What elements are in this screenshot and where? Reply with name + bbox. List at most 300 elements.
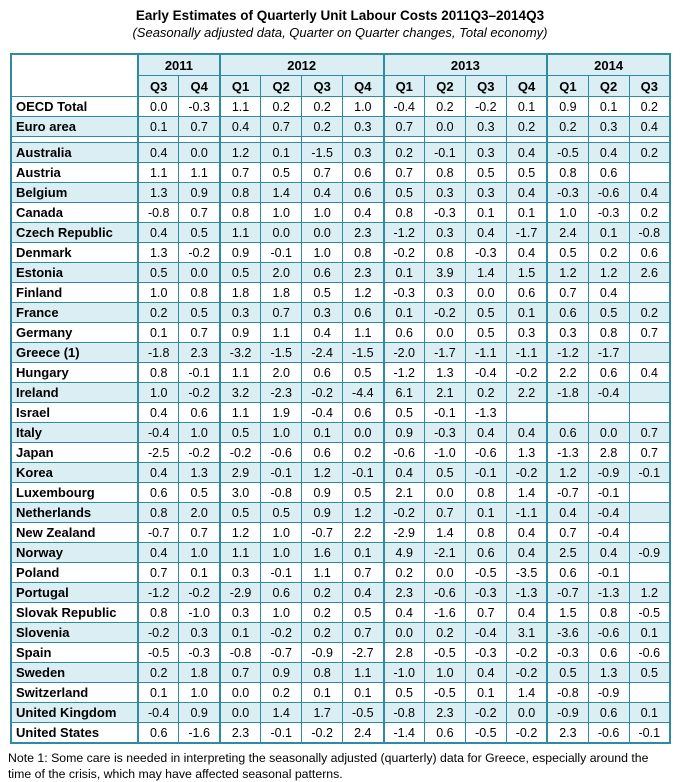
cell-value: 2.2 bbox=[343, 523, 384, 543]
cell-value: 0.1 bbox=[465, 503, 506, 523]
cell-value: 0.8 bbox=[138, 603, 179, 623]
cell-value: -0.4 bbox=[588, 503, 629, 523]
cell-value: 2.3 bbox=[343, 263, 384, 283]
cell-value: 0.4 bbox=[506, 183, 547, 203]
row-label: Slovak Republic bbox=[11, 603, 138, 623]
cell-value: 0.6 bbox=[547, 563, 588, 583]
table-row bbox=[11, 663, 670, 683]
cell-value: 0.9 bbox=[179, 703, 220, 723]
quarter-header: Q2 bbox=[424, 76, 465, 97]
cell-value: 0.2 bbox=[629, 143, 670, 163]
cell-value: 1.1 bbox=[343, 323, 384, 343]
row-label: United Kingdom bbox=[11, 703, 138, 723]
cell-value: -3.2 bbox=[220, 343, 261, 363]
cell-value: 1.0 bbox=[261, 523, 302, 543]
cell-value: -1.7 bbox=[424, 343, 465, 363]
cell-value: -0.1 bbox=[179, 363, 220, 383]
row-label: Germany bbox=[11, 323, 138, 343]
cell-value: 0.8 bbox=[547, 163, 588, 183]
year-header-row bbox=[11, 54, 670, 76]
cell-value: 0.5 bbox=[465, 303, 506, 323]
cell-value: 0.9 bbox=[179, 183, 220, 203]
cell-value: 1.0 bbox=[547, 203, 588, 223]
cell-value: 0.8 bbox=[138, 503, 179, 523]
cell-value: 6.1 bbox=[384, 383, 425, 403]
cell-value: 0.2 bbox=[343, 443, 384, 463]
cell-value: -0.6 bbox=[384, 443, 425, 463]
table-row bbox=[11, 203, 670, 223]
cell-value: 0.5 bbox=[465, 323, 506, 343]
cell-value: 0.1 bbox=[138, 323, 179, 343]
cell-value: 0.7 bbox=[465, 603, 506, 623]
cell-value: 0.3 bbox=[179, 623, 220, 643]
cell-value: 0.0 bbox=[384, 623, 425, 643]
cell-value: 0.0 bbox=[302, 223, 343, 243]
cell-value: -0.3 bbox=[424, 203, 465, 223]
cell-value: -2.5 bbox=[138, 443, 179, 463]
table-row bbox=[11, 563, 670, 583]
row-label: Greece (1) bbox=[11, 343, 138, 363]
cell-value: 3.0 bbox=[220, 483, 261, 503]
cell-value: 0.2 bbox=[506, 117, 547, 137]
cell-value: 0.2 bbox=[629, 303, 670, 323]
cell-value: 2.6 bbox=[629, 263, 670, 283]
cell-value: 0.5 bbox=[465, 163, 506, 183]
cell-value: -0.7 bbox=[547, 583, 588, 603]
cell-value bbox=[629, 483, 670, 503]
cell-value: 1.4 bbox=[465, 263, 506, 283]
cell-value: 0.7 bbox=[179, 523, 220, 543]
row-label: Portugal bbox=[11, 583, 138, 603]
cell-value: -0.2 bbox=[506, 363, 547, 383]
cell-value: 0.2 bbox=[261, 683, 302, 703]
table-row bbox=[11, 683, 670, 703]
cell-value: 2.3 bbox=[424, 703, 465, 723]
cell-value: -0.5 bbox=[629, 603, 670, 623]
cell-value: 2.1 bbox=[384, 483, 425, 503]
cell-value: 0.6 bbox=[384, 323, 425, 343]
cell-value bbox=[629, 503, 670, 523]
cell-value: 0.4 bbox=[465, 663, 506, 683]
cell-value: 0.6 bbox=[343, 303, 384, 323]
cell-value: -0.4 bbox=[302, 403, 343, 423]
cell-value: -0.4 bbox=[465, 623, 506, 643]
row-label: Hungary bbox=[11, 363, 138, 383]
table-row bbox=[11, 223, 670, 243]
cell-value: 0.7 bbox=[384, 117, 425, 137]
cell-value: -0.2 bbox=[506, 463, 547, 483]
cell-value: 0.5 bbox=[547, 663, 588, 683]
cell-value: 0.6 bbox=[343, 163, 384, 183]
cell-value: -0.7 bbox=[138, 523, 179, 543]
cell-value: 1.8 bbox=[261, 283, 302, 303]
table-row bbox=[11, 423, 670, 443]
cell-value: 0.2 bbox=[261, 97, 302, 117]
page-subtitle: (Seasonally adjusted data, Quarter on Quarter changes, Total economy) bbox=[132, 25, 548, 40]
cell-value: -0.1 bbox=[588, 483, 629, 503]
quarter-header: Q1 bbox=[547, 76, 588, 97]
cell-value: -0.8 bbox=[220, 643, 261, 663]
cell-value: -1.8 bbox=[138, 343, 179, 363]
cell-value: 0.3 bbox=[424, 223, 465, 243]
cell-value: 0.2 bbox=[547, 117, 588, 137]
cell-value: -0.3 bbox=[547, 643, 588, 663]
cell-value: 2.3 bbox=[547, 723, 588, 744]
row-label: Italy bbox=[11, 423, 138, 443]
cell-value: -0.3 bbox=[424, 423, 465, 443]
cell-value: 0.6 bbox=[588, 643, 629, 663]
cell-value: 0.1 bbox=[138, 683, 179, 703]
cell-value: -0.1 bbox=[588, 563, 629, 583]
cell-value: 1.1 bbox=[179, 163, 220, 183]
cell-value bbox=[588, 403, 629, 423]
cell-value: 0.2 bbox=[465, 383, 506, 403]
row-label: New Zealand bbox=[11, 523, 138, 543]
cell-value bbox=[506, 403, 547, 423]
cell-value: -0.3 bbox=[588, 203, 629, 223]
cell-value: 4.9 bbox=[384, 543, 425, 563]
cell-value: 0.2 bbox=[424, 623, 465, 643]
cell-value: 0.5 bbox=[588, 303, 629, 323]
row-label: Austria bbox=[11, 163, 138, 183]
cell-value: 1.0 bbox=[424, 663, 465, 683]
row-label: Ireland bbox=[11, 383, 138, 403]
row-label: Canada bbox=[11, 203, 138, 223]
cell-value: -0.2 bbox=[384, 503, 425, 523]
cell-value: -0.1 bbox=[261, 243, 302, 263]
cell-value: 0.6 bbox=[588, 363, 629, 383]
cell-value: 0.8 bbox=[138, 363, 179, 383]
cell-value: 0.4 bbox=[588, 143, 629, 163]
cell-value: 0.7 bbox=[384, 163, 425, 183]
cell-value: 0.0 bbox=[424, 563, 465, 583]
cell-value: 1.0 bbox=[138, 383, 179, 403]
row-label: Czech Republic bbox=[11, 223, 138, 243]
table-row bbox=[11, 483, 670, 503]
cell-value: 0.1 bbox=[465, 683, 506, 703]
cell-value: 0.3 bbox=[547, 323, 588, 343]
cell-value: 0.7 bbox=[179, 117, 220, 137]
quarter-header: Q1 bbox=[220, 76, 261, 97]
cell-value: -0.5 bbox=[138, 643, 179, 663]
cell-value: 0.4 bbox=[138, 463, 179, 483]
cell-value: 0.5 bbox=[547, 243, 588, 263]
cell-value: -0.5 bbox=[547, 143, 588, 163]
cell-value: 0.8 bbox=[424, 243, 465, 263]
cell-value bbox=[547, 403, 588, 423]
cell-value: -0.3 bbox=[547, 183, 588, 203]
cell-value: 0.2 bbox=[629, 203, 670, 223]
cell-value: 2.0 bbox=[261, 363, 302, 383]
cell-value: 2.5 bbox=[547, 543, 588, 563]
cell-value: 0.2 bbox=[302, 97, 343, 117]
cell-value: 3.1 bbox=[506, 623, 547, 643]
cell-value: -0.6 bbox=[465, 443, 506, 463]
cell-value: 0.1 bbox=[629, 703, 670, 723]
year-header: 2013 bbox=[384, 54, 548, 76]
cell-value: 0.4 bbox=[588, 283, 629, 303]
cell-value: 0.8 bbox=[384, 203, 425, 223]
cell-value: -0.2 bbox=[465, 97, 506, 117]
cell-value: 0.5 bbox=[138, 263, 179, 283]
cell-value: 1.0 bbox=[261, 203, 302, 223]
cell-value: 0.1 bbox=[506, 303, 547, 323]
cell-value: 0.7 bbox=[302, 163, 343, 183]
cell-value: 0.5 bbox=[343, 363, 384, 383]
cell-value: 0.4 bbox=[506, 603, 547, 623]
cell-value: -1.4 bbox=[384, 723, 425, 744]
table-corner-cell bbox=[11, 54, 138, 97]
cell-value: 0.5 bbox=[261, 503, 302, 523]
cell-value: 0.1 bbox=[465, 203, 506, 223]
page-title: Early Estimates of Quarterly Unit Labour Costs 2011Q3–2014Q3 bbox=[135, 8, 545, 23]
quarter-header: Q3 bbox=[629, 76, 670, 97]
cell-value: 0.7 bbox=[424, 503, 465, 523]
cell-value: 0.6 bbox=[302, 363, 343, 383]
row-label: Israel bbox=[11, 403, 138, 423]
table-row bbox=[11, 363, 670, 383]
cell-value: 1.3 bbox=[424, 363, 465, 383]
cell-value: 0.4 bbox=[384, 603, 425, 623]
cell-value: 3.2 bbox=[220, 383, 261, 403]
cell-value: 0.2 bbox=[138, 303, 179, 323]
cell-value: 1.0 bbox=[179, 423, 220, 443]
cell-value: 2.9 bbox=[220, 463, 261, 483]
cell-value: -0.2 bbox=[179, 383, 220, 403]
cell-value: 0.4 bbox=[629, 117, 670, 137]
cell-value: -0.9 bbox=[629, 543, 670, 563]
cell-value: 1.3 bbox=[588, 663, 629, 683]
cell-value: 1.1 bbox=[220, 543, 261, 563]
cell-value: 0.7 bbox=[547, 523, 588, 543]
unit-labour-costs-table bbox=[10, 53, 671, 744]
cell-value: -0.4 bbox=[588, 523, 629, 543]
cell-value: 2.2 bbox=[547, 363, 588, 383]
row-label: Sweden bbox=[11, 663, 138, 683]
cell-value: 2.3 bbox=[343, 223, 384, 243]
cell-value: 0.0 bbox=[220, 703, 261, 723]
cell-value: 0.6 bbox=[588, 703, 629, 723]
cell-value: 1.0 bbox=[302, 203, 343, 223]
document-page bbox=[0, 7, 680, 782]
cell-value: 1.2 bbox=[343, 283, 384, 303]
cell-value: 0.5 bbox=[506, 163, 547, 183]
cell-value: -0.3 bbox=[465, 643, 506, 663]
cell-value: 1.7 bbox=[302, 703, 343, 723]
cell-value: -1.2 bbox=[547, 343, 588, 363]
cell-value: 0.6 bbox=[179, 403, 220, 423]
cell-value: 0.8 bbox=[588, 603, 629, 623]
cell-value: -0.1 bbox=[629, 463, 670, 483]
row-label: Japan bbox=[11, 443, 138, 463]
cell-value: 1.6 bbox=[302, 543, 343, 563]
cell-value: 0.5 bbox=[179, 223, 220, 243]
cell-value: -0.3 bbox=[179, 643, 220, 663]
cell-value: 0.3 bbox=[465, 183, 506, 203]
cell-value: 2.4 bbox=[343, 723, 384, 744]
table-row bbox=[11, 523, 670, 543]
table-row bbox=[11, 163, 670, 183]
cell-value: -0.2 bbox=[261, 623, 302, 643]
cell-value: 0.4 bbox=[506, 143, 547, 163]
cell-value: 0.2 bbox=[302, 623, 343, 643]
cell-value: 0.0 bbox=[343, 423, 384, 443]
cell-value: 0.8 bbox=[220, 183, 261, 203]
quarter-header: Q4 bbox=[343, 76, 384, 97]
cell-value: -0.2 bbox=[506, 663, 547, 683]
cell-value: 1.3 bbox=[138, 243, 179, 263]
cell-value: 0.6 bbox=[343, 403, 384, 423]
quarter-header: Q3 bbox=[302, 76, 343, 97]
cell-value: 0.6 bbox=[629, 243, 670, 263]
cell-value: 0.1 bbox=[261, 143, 302, 163]
cell-value bbox=[629, 163, 670, 183]
cell-value: -0.1 bbox=[629, 723, 670, 744]
cell-value: 0.5 bbox=[384, 403, 425, 423]
cell-value bbox=[629, 523, 670, 543]
year-header: 2011 bbox=[138, 54, 220, 76]
table-row bbox=[11, 703, 670, 723]
cell-value: 0.0 bbox=[424, 117, 465, 137]
quarter-header: Q1 bbox=[384, 76, 425, 97]
cell-value: 1.0 bbox=[302, 243, 343, 263]
cell-value: 0.9 bbox=[220, 243, 261, 263]
cell-value: 0.6 bbox=[547, 423, 588, 443]
cell-value: 0.4 bbox=[506, 523, 547, 543]
row-label: Korea bbox=[11, 463, 138, 483]
cell-value: -1.3 bbox=[506, 583, 547, 603]
cell-value: 2.3 bbox=[384, 583, 425, 603]
table-row bbox=[11, 643, 670, 663]
table-body bbox=[11, 97, 670, 744]
cell-value: 1.2 bbox=[302, 463, 343, 483]
cell-value: 1.0 bbox=[179, 683, 220, 703]
cell-value: -0.5 bbox=[424, 683, 465, 703]
cell-value: -0.5 bbox=[465, 563, 506, 583]
cell-value: 1.8 bbox=[179, 663, 220, 683]
cell-value: 0.1 bbox=[506, 97, 547, 117]
cell-value: -0.7 bbox=[261, 643, 302, 663]
cell-value: 0.0 bbox=[220, 683, 261, 703]
row-label: Norway bbox=[11, 543, 138, 563]
cell-value: 1.1 bbox=[138, 163, 179, 183]
cell-value: 0.7 bbox=[547, 283, 588, 303]
cell-value: 0.7 bbox=[138, 563, 179, 583]
table-row bbox=[11, 323, 670, 343]
cell-value: 0.1 bbox=[220, 623, 261, 643]
cell-value: 0.9 bbox=[302, 483, 343, 503]
cell-value: -0.2 bbox=[179, 443, 220, 463]
cell-value: 0.5 bbox=[179, 483, 220, 503]
cell-value: -0.5 bbox=[465, 723, 506, 744]
cell-value: 1.8 bbox=[220, 283, 261, 303]
cell-value: -1.5 bbox=[261, 343, 302, 363]
cell-value: 0.1 bbox=[343, 683, 384, 703]
cell-value: -0.3 bbox=[465, 583, 506, 603]
cell-value: -0.6 bbox=[588, 183, 629, 203]
cell-value: 2.4 bbox=[547, 223, 588, 243]
table-row bbox=[11, 403, 670, 423]
cell-value: 0.1 bbox=[629, 623, 670, 643]
year-header: 2012 bbox=[220, 54, 384, 76]
cell-value: 0.2 bbox=[629, 97, 670, 117]
cell-value: 0.7 bbox=[629, 443, 670, 463]
cell-value: 0.7 bbox=[179, 203, 220, 223]
row-label: Finland bbox=[11, 283, 138, 303]
cell-value: 0.6 bbox=[343, 183, 384, 203]
cell-value: 0.9 bbox=[384, 423, 425, 443]
cell-value: -0.9 bbox=[588, 463, 629, 483]
cell-value: 0.4 bbox=[138, 143, 179, 163]
cell-value: -0.1 bbox=[261, 563, 302, 583]
cell-value: -0.2 bbox=[506, 643, 547, 663]
cell-value: 2.3 bbox=[220, 723, 261, 744]
cell-value: 2.2 bbox=[506, 383, 547, 403]
quarter-header: Q3 bbox=[465, 76, 506, 97]
cell-value: 0.2 bbox=[302, 117, 343, 137]
cell-value: 0.6 bbox=[302, 443, 343, 463]
cell-value: 0.5 bbox=[302, 283, 343, 303]
cell-value: 0.0 bbox=[465, 283, 506, 303]
cell-value: -1.7 bbox=[588, 343, 629, 363]
cell-value: -0.2 bbox=[302, 723, 343, 744]
cell-value: 0.0 bbox=[179, 143, 220, 163]
cell-value: -0.7 bbox=[547, 483, 588, 503]
cell-value: 1.5 bbox=[506, 263, 547, 283]
cell-value: -0.3 bbox=[179, 97, 220, 117]
cell-value: 1.2 bbox=[588, 263, 629, 283]
cell-value: 0.3 bbox=[220, 603, 261, 623]
cell-value: -0.1 bbox=[424, 403, 465, 423]
cell-value: 0.4 bbox=[302, 183, 343, 203]
cell-value: -0.6 bbox=[588, 723, 629, 744]
cell-value: 0.0 bbox=[424, 483, 465, 503]
cell-value: -1.6 bbox=[179, 723, 220, 744]
cell-value: 1.4 bbox=[424, 523, 465, 543]
cell-value: -1.2 bbox=[384, 223, 425, 243]
cell-value: 0.3 bbox=[506, 323, 547, 343]
cell-value: -1.7 bbox=[506, 223, 547, 243]
cell-value: -0.2 bbox=[138, 623, 179, 643]
table-row bbox=[11, 183, 670, 203]
cell-value: -0.8 bbox=[138, 203, 179, 223]
footnote: Note 1: Some care is needed in interpreting the seasonally adjusted (quarterly) data for Greece, especially around the time of the crisis, which may have affected seasonal patterns. bbox=[8, 751, 649, 782]
cell-value: -0.4 bbox=[138, 703, 179, 723]
row-label: United States bbox=[11, 723, 138, 744]
table-row bbox=[11, 723, 670, 744]
cell-value: 0.1 bbox=[588, 97, 629, 117]
cell-value: 1.0 bbox=[343, 97, 384, 117]
cell-value: -1.8 bbox=[547, 383, 588, 403]
cell-value: 2.0 bbox=[179, 503, 220, 523]
cell-value: 0.0 bbox=[424, 323, 465, 343]
table-row bbox=[11, 263, 670, 283]
cell-value: -3.5 bbox=[506, 563, 547, 583]
cell-value: 0.5 bbox=[343, 603, 384, 623]
cell-value: -0.4 bbox=[384, 97, 425, 117]
cell-value: 0.5 bbox=[384, 683, 425, 703]
cell-value: 1.2 bbox=[220, 523, 261, 543]
cell-value bbox=[629, 343, 670, 363]
cell-value: 1.1 bbox=[220, 363, 261, 383]
table-row bbox=[11, 443, 670, 463]
quarter-header: Q3 bbox=[138, 76, 179, 97]
cell-value: 0.5 bbox=[220, 263, 261, 283]
cell-value: 0.0 bbox=[138, 97, 179, 117]
cell-value: 0.5 bbox=[629, 663, 670, 683]
cell-value: 1.0 bbox=[179, 543, 220, 563]
cell-value: -0.8 bbox=[547, 683, 588, 703]
